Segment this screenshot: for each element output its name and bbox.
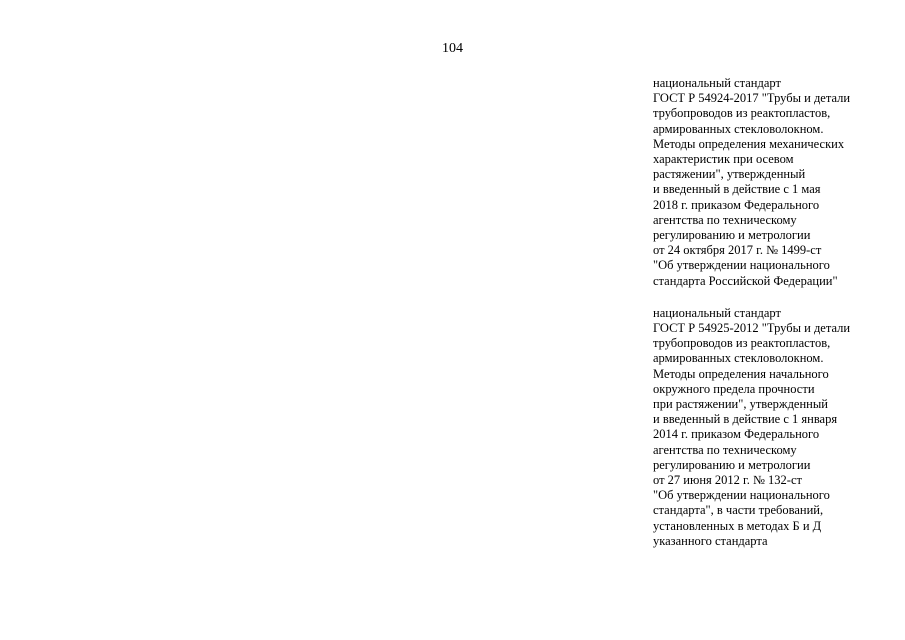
- entry-line: растяжении", утвержденный: [653, 167, 806, 182]
- entry-line: национальный стандарт: [653, 76, 781, 90]
- entry-line: трубопроводов из реактопластов,: [653, 106, 831, 121]
- entry-line: агентства по техническому: [653, 442, 797, 457]
- standards-column: [653, 76, 898, 549]
- entry-line: регулированию и метрологии: [653, 457, 811, 472]
- entry-line: 2014 г. приказом Федерального: [653, 427, 820, 442]
- entry-line: национальный стандарт: [653, 305, 781, 320]
- entry-line: от 24 октября 2017 г. № 1499-ст: [653, 243, 822, 258]
- entry-line: "Об утверждении национального: [653, 488, 830, 503]
- entry-line: стандарта Российской Федерации": [653, 273, 838, 288]
- entry-line: ГОСТ Р 54924-2017 "Трубы и детали: [653, 91, 851, 106]
- entry-line: и введенный в действие с 1 января: [653, 412, 838, 427]
- entry-line: трубопроводов из реактопластов,: [653, 336, 831, 351]
- entry-line: указанного стандарта: [653, 533, 768, 548]
- entry-line: агентства по техническому: [653, 212, 797, 227]
- entry-line: ГОСТ Р 54925-2012 "Трубы и детали: [653, 321, 851, 336]
- page-number: 104: [442, 41, 463, 56]
- entry-line: и введенный в действие с 1 мая: [653, 182, 821, 197]
- entry-line: окружного предела прочности: [653, 381, 815, 396]
- standard-entry-gost-54925: [653, 306, 898, 549]
- entry-line: установленных в методах Б и Д: [653, 518, 822, 533]
- entry-line: армированных стекловолокном.: [653, 351, 824, 366]
- entry-line: 2018 г. приказом Федерального: [653, 197, 820, 212]
- entry-line: регулированию и метрологии: [653, 228, 811, 243]
- entry-line: характеристик при осевом: [653, 152, 794, 167]
- entry-line: армированных стекловолокном.: [653, 121, 824, 136]
- entry-line: Методы определения механических: [653, 136, 845, 151]
- entry-line: стандарта", в части требований,: [653, 503, 824, 518]
- entry-line: от 27 июня 2012 г. № 132-ст: [653, 473, 802, 488]
- standard-entry-gost-54924: [653, 76, 898, 289]
- entry-line: "Об утверждении национального: [653, 258, 830, 273]
- entry-line: Методы определения начального: [653, 366, 829, 381]
- entry-line: при растяжении", утвержденный: [653, 397, 828, 412]
